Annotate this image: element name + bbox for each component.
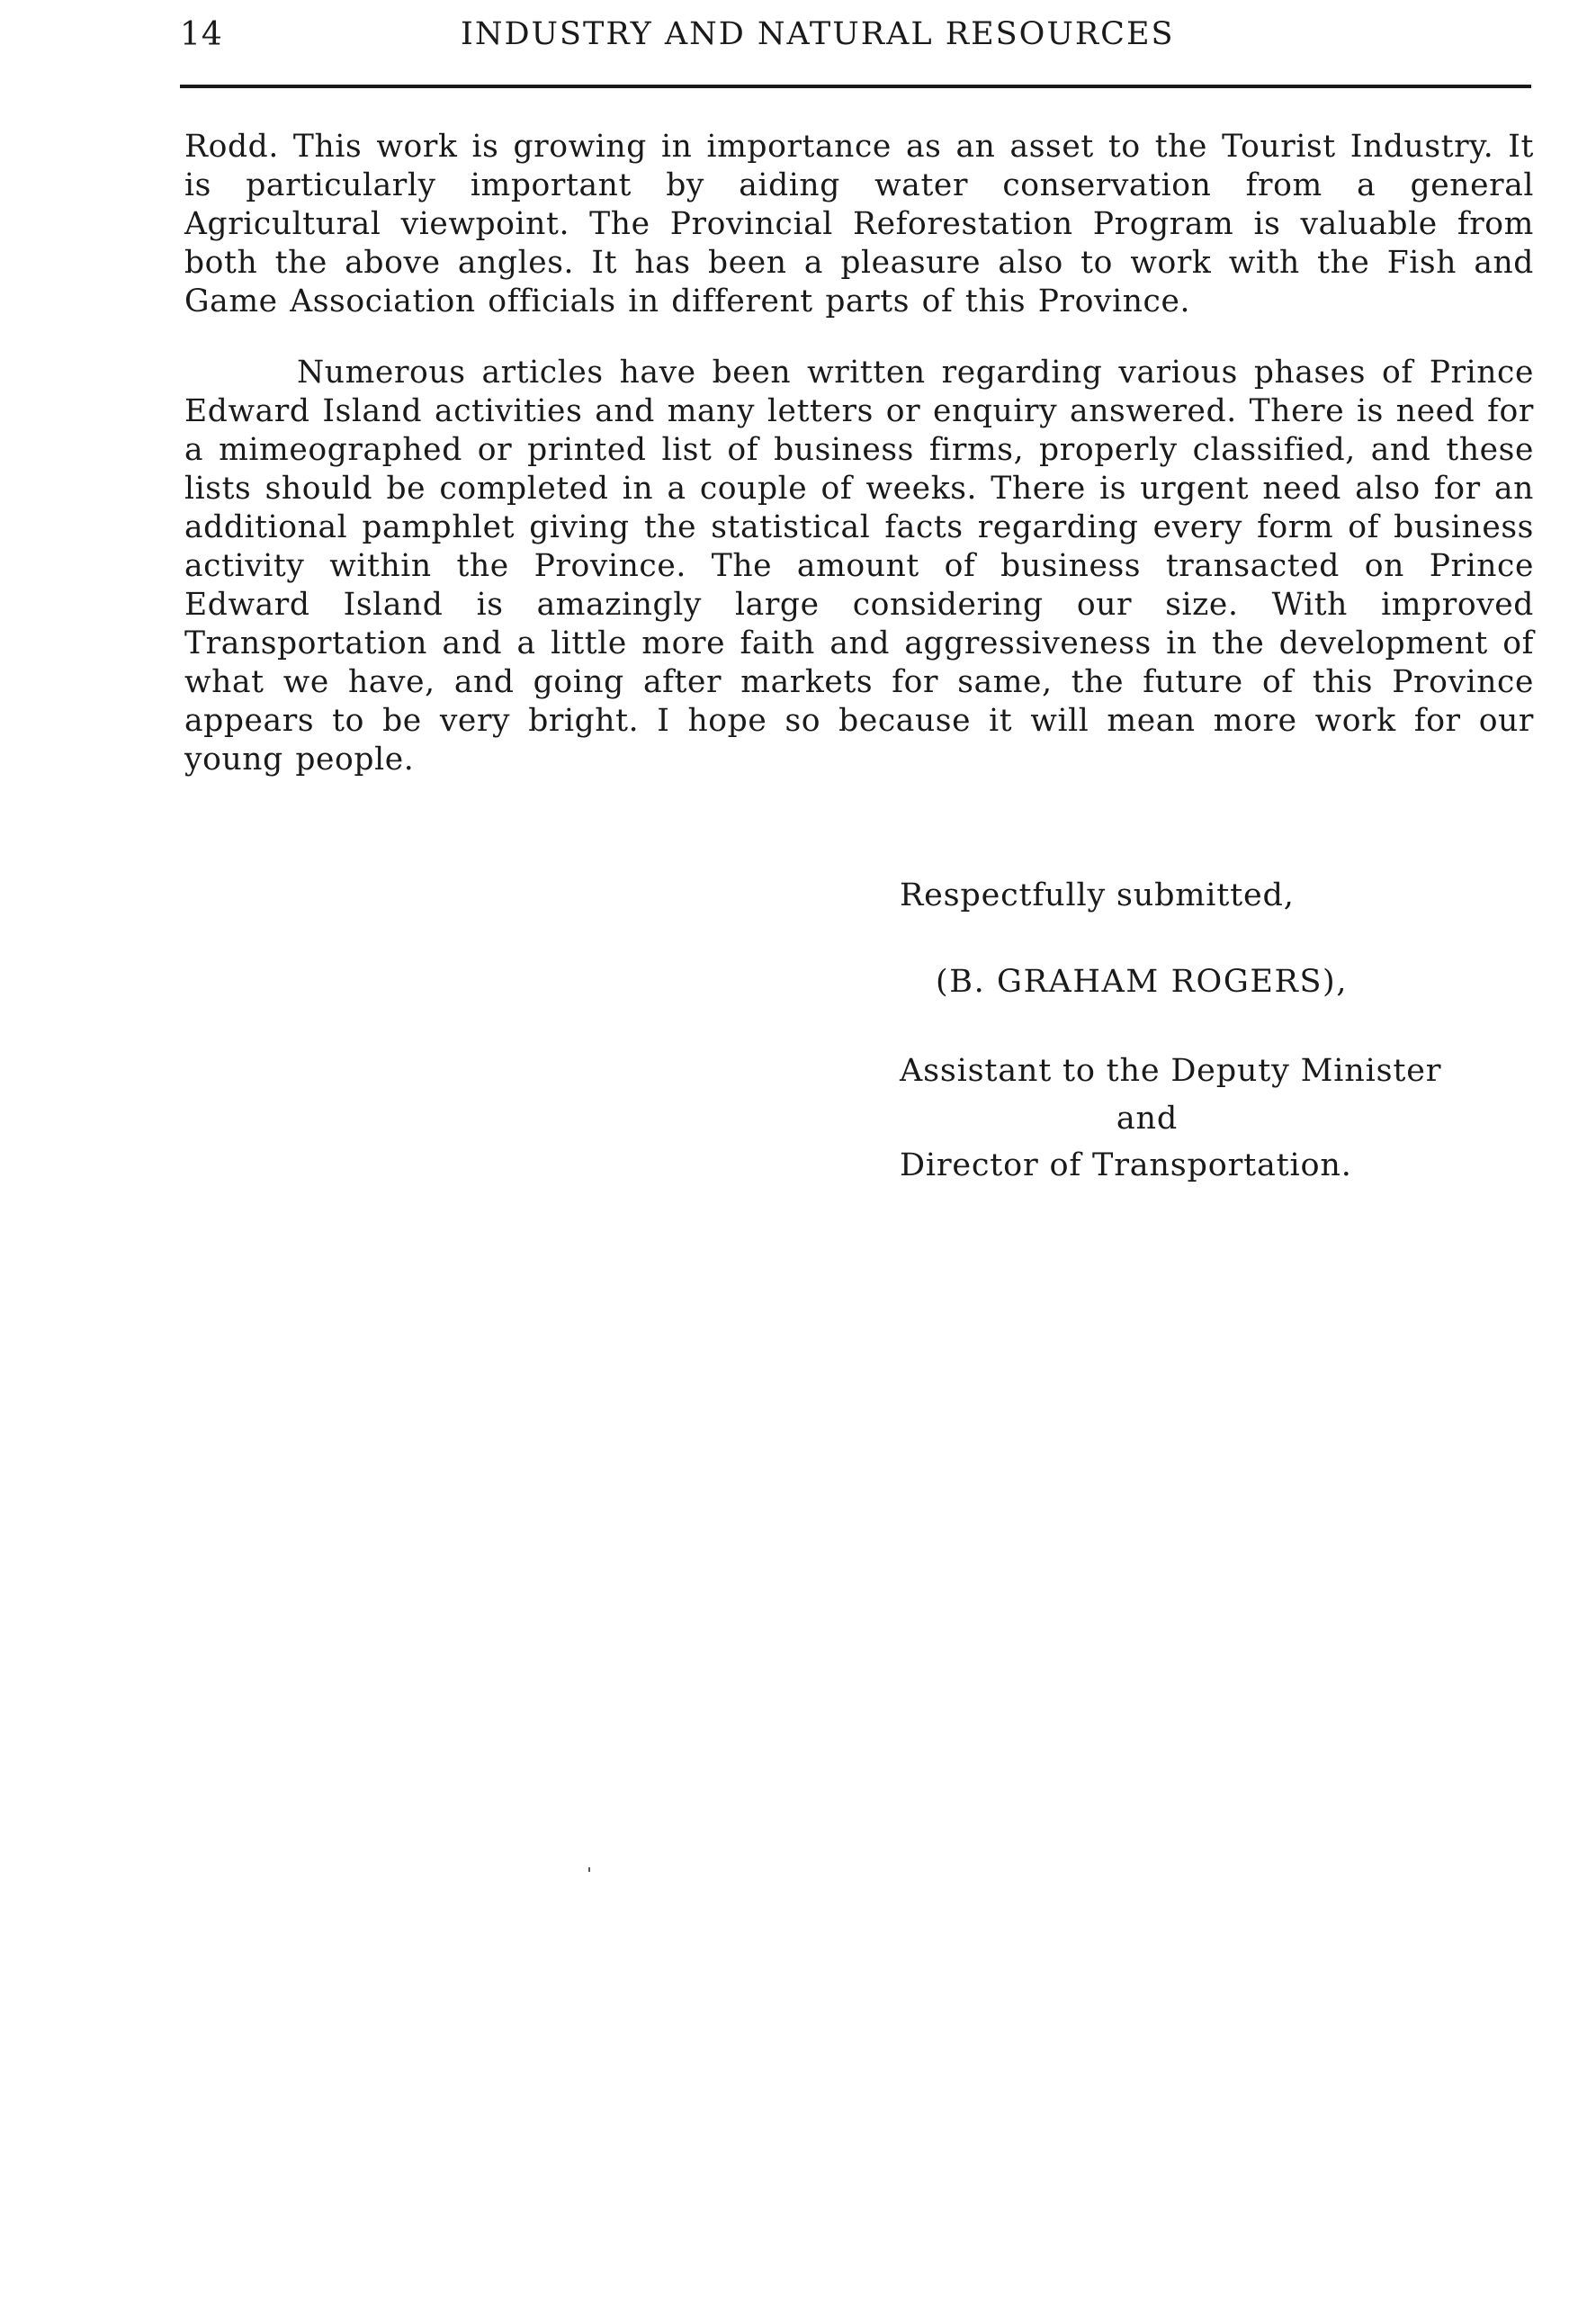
running-title: INDUSTRY AND NATURAL RESOURCES bbox=[461, 16, 1175, 52]
body-text bbox=[184, 128, 1534, 779]
scan-speck bbox=[588, 1867, 590, 1872]
page-number: 14 bbox=[180, 16, 223, 53]
paragraph-continued: Rodd. This work is growing in importance as an asset to the Tourist Industry. It is particularly important by aiding water conservation from a general Agricultural viewpoint. The Provincial Reforestation Program is valuable from both the above angles. It has been a pleasure also to work with the Fish and Game Association officials in different parts of this Province. bbox=[184, 129, 1534, 319]
signer-title-line-3: Director of Transportation. bbox=[900, 1147, 1352, 1183]
closing-line: Respectfully submitted, bbox=[900, 877, 1295, 913]
page-header bbox=[180, 16, 1529, 70]
header-divider bbox=[180, 85, 1531, 88]
signer-title-line-2: and bbox=[1116, 1101, 1179, 1137]
paragraph-numerous-articles: Numerous articles have been written regarding various phases of Prince Edward Island activities and many letters or enquiry answered. There is need for a mimeographed or printed list of business firms, properly classified, and these lists should be completed in a couple of weeks. There is urgent need also for an additional pamphlet giving the statistical facts regarding every form of business activity within the Province. The amount of business transacted on Prince Edward Island is amazingly large considering our size. With improved Transportation and a little more faith and aggressiveness in the development of what we have, and going after markets for same, the future of this Province appears to be very bright. I hope so because it will mean more work for our young people. bbox=[184, 355, 1534, 778]
signer-name: (B. GRAHAM ROGERS), bbox=[936, 964, 1349, 1000]
signer-title-line-1: Assistant to the Deputy Minister bbox=[900, 1053, 1442, 1089]
